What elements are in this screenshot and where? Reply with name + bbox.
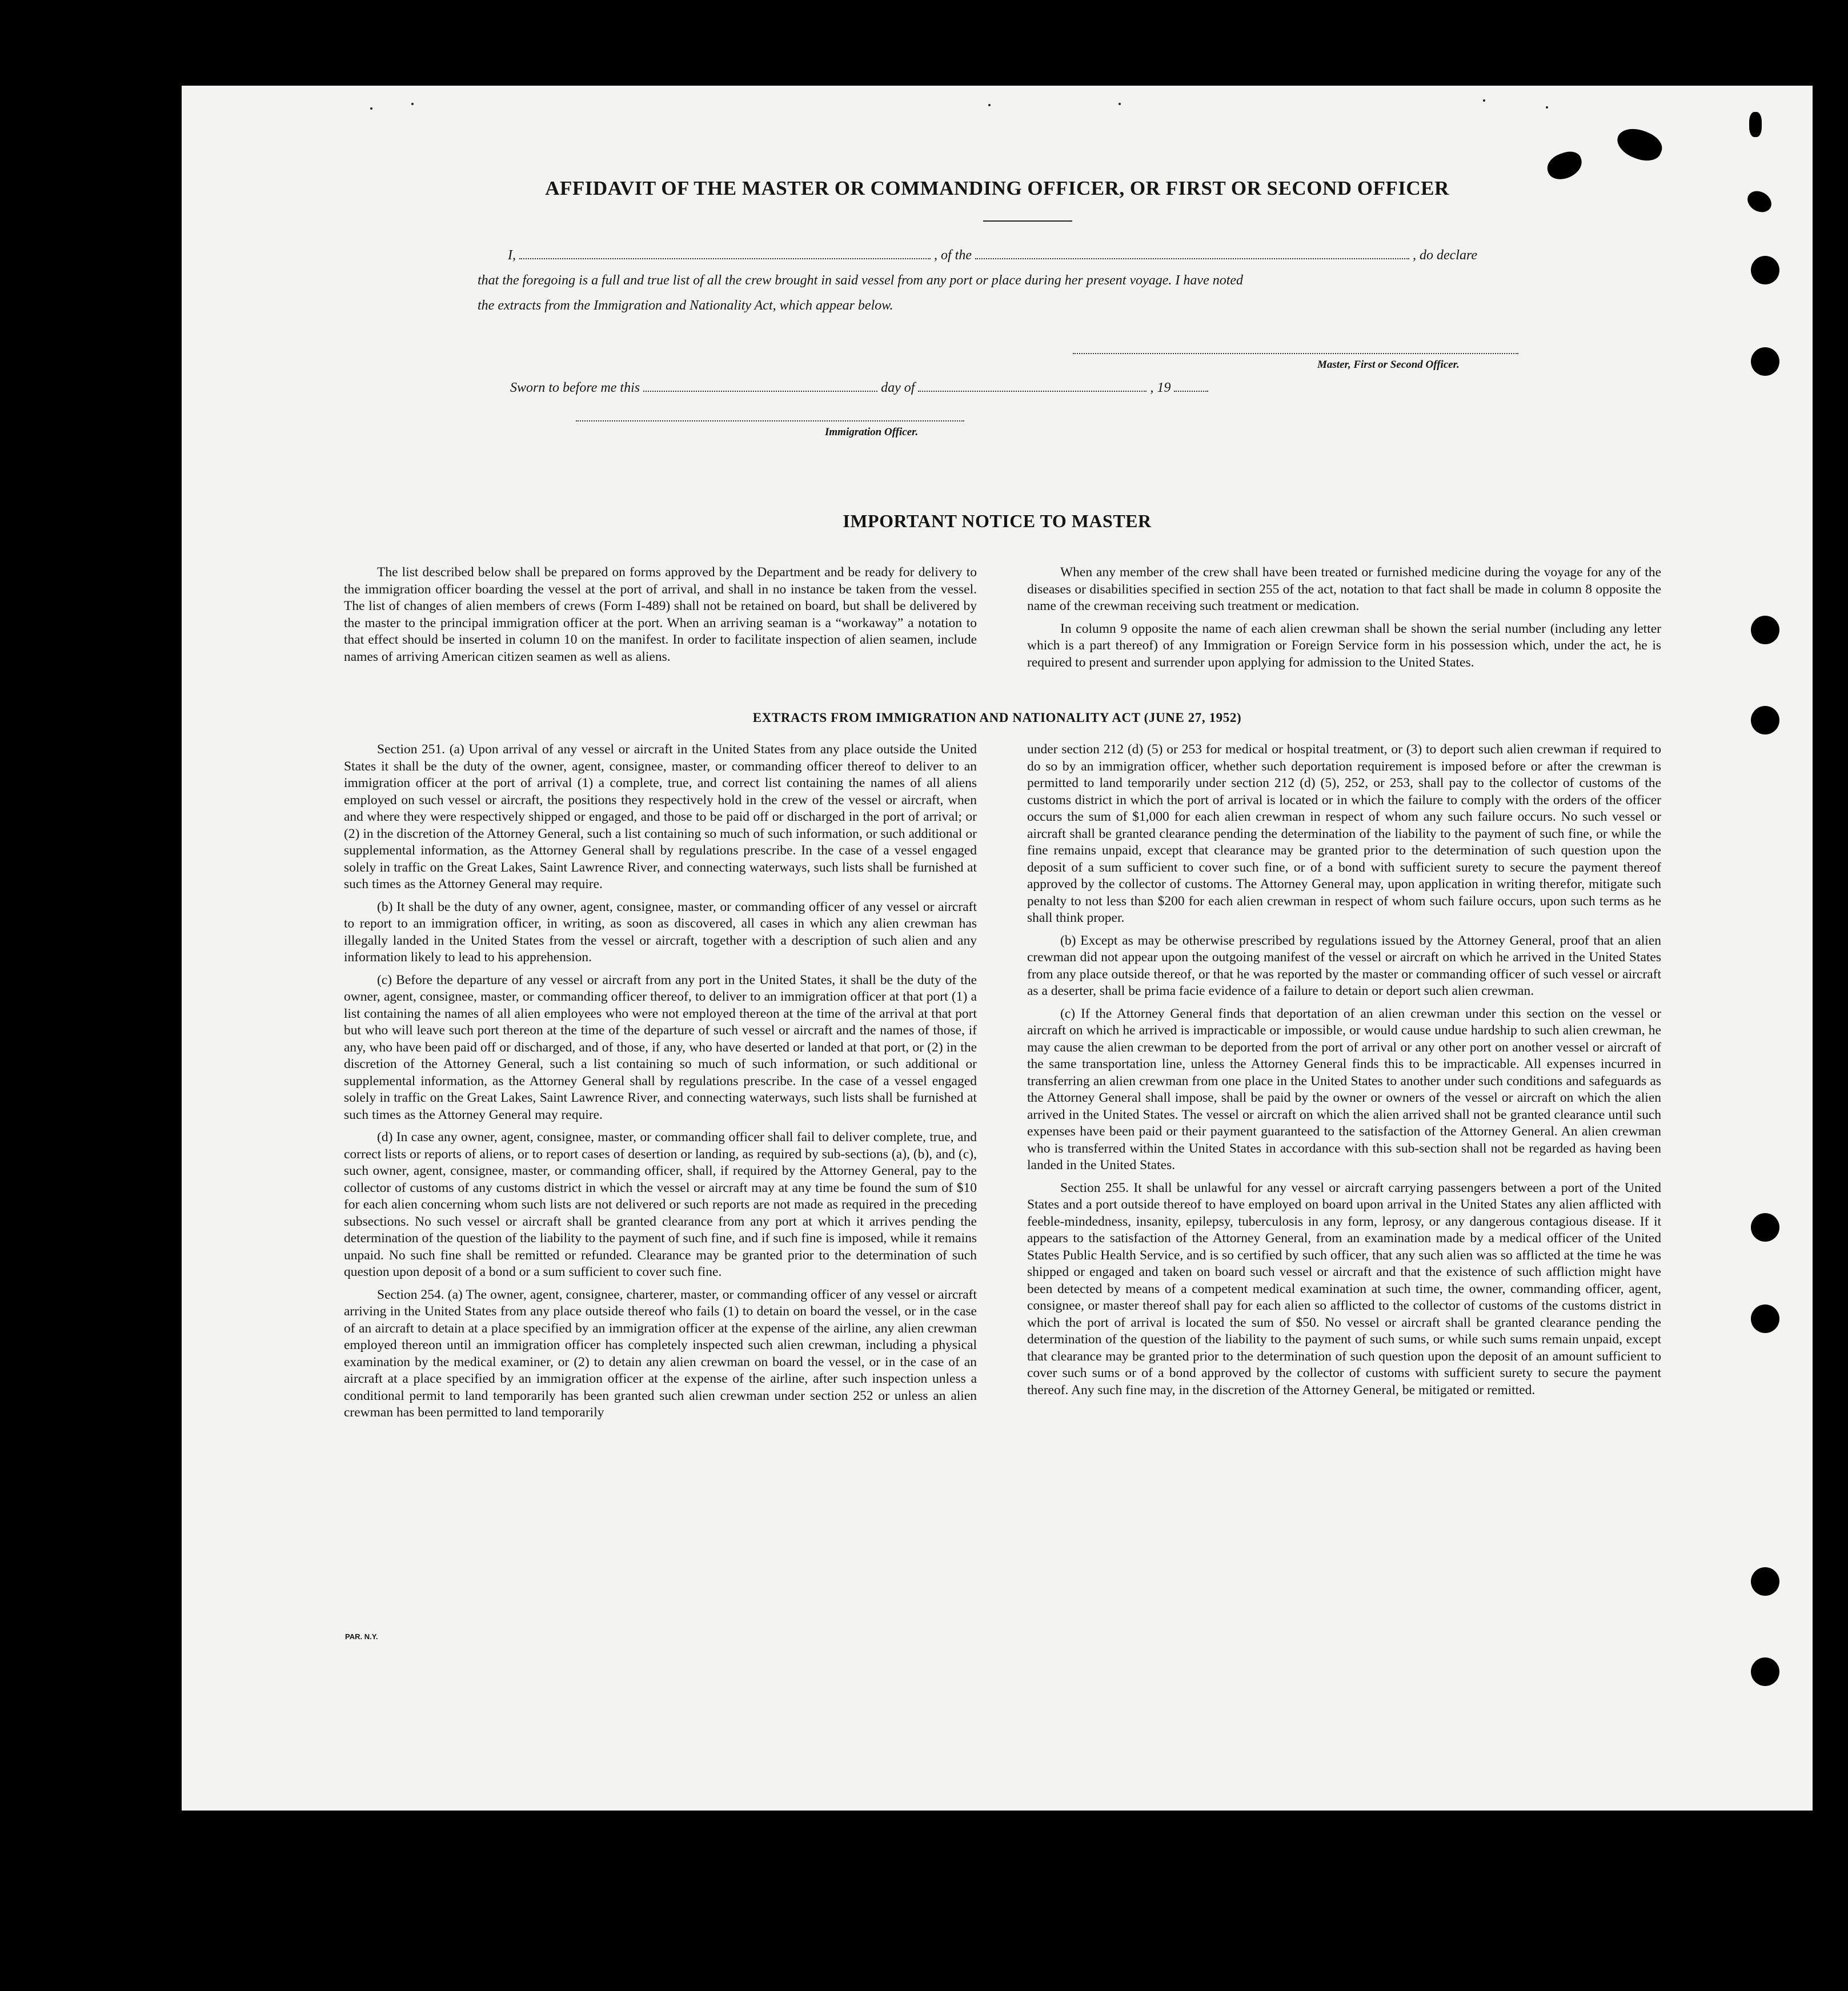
declarant-prefix: I, (508, 248, 516, 263)
sworn-year-field[interactable] (1174, 379, 1208, 392)
section-254-b: (b) Except as may be otherwise prescribed by regulations issued by the Attorney General, proof that an alien crewman did not appear upon the outgoing manifest of the vessel or aircraft on which he arrived in the United States from any place outside thereof, or that he was reported by the master or commanding officer of such vessel or aircraft as a deserter, shall be prima facie evidence of a failure to detain or deport such alien crewman. (1027, 933, 1661, 998)
section-251-b: (b) It shall be the duty of any owner, agent, consignee, master, or commanding officer of any vessel or aircraft to report to an immigration officer, in writing, as soon as discovered, all cases in which any alien crewman has illegally landed in the United States from the vessel or aircraft, together with a description of such alien and any information likely to lead to his apprehension. (344, 899, 977, 965)
statement-line-1: that the foregoing is a full and true list of all the crew brought in said vessel from any port or place during her present voyage. I have noted (478, 273, 1244, 288)
punch-hole (1751, 1657, 1779, 1686)
declarant-suffix: , do declare (1413, 248, 1478, 263)
section-254-a: Section 254. (a) The owner, agent, consignee, charterer, master, or commanding officer of any vessel or aircraft arriving in the United States from any place outside thereof who fails (1) to detain on board the vessel, or in the case of an aircraft to detain at a place specified by an immigration officer at the expense of the airline, any alien crewman employed thereon until an immigration officer has completely inspected such alien crewman, including a physical examination by the medical examiner, or (2) to detain any alien crewman on board the vessel, or in the case of an aircraft at a place specified by an immigration officer at the expense of the airline, after such inspection unless a conditional permit to land temporarily has been granted such alien crewman under section 252 or unless an alien crewman has been permitted to land temporarily (344, 1287, 977, 1420)
notice-right-paragraph-1: When any member of the crew shall have been treated or furnished medicine during the voyage for any of the diseases or disabilities specified in section 255 of the act, notation to that fact shall be made in column 8 opposite the name of the crewman receiving such treatment or medication. (1027, 565, 1661, 613)
notice-left-column (344, 564, 977, 671)
sworn-day-field[interactable] (643, 379, 877, 392)
sworn-prefix: Sworn to before me this (510, 380, 640, 395)
extracts-left-column (344, 741, 977, 1427)
declarant-mid: , of the (934, 248, 972, 263)
section-255: Section 255. It shall be unlawful for any vessel or aircraft carrying passengers between a port of the United States and a port outside thereof to have employed on board upon arrival in the United States any alien afflicted with feeble-mindedness, insanity, epilepsy, tuberculosis in any form, leprosy, or any dangerous contagious disease. If it appears to the satisfaction of the Attorney General, from an examination made by a medical officer of the United States Public Health Service, and is so certified by such officer, that any such alien was so afflicted at the time he was shipped or engaged and taken on board such vessel or aircraft and that the existence of such affliction might have been detected by means of a competent medical examination at such time, the owner, commanding officer, agent, consignee, or master thereof shall pay for each alien so afflicted to the collector of customs of the customs district in which the port of arrival is located the sum of $50. No vessel or aircraft shall be granted clearance pending the determination of the question of the liability to the payment of such sums, or while such sums remain unpaid, except that clearance may be granted prior to the determination of such question upon the deposit of an amount sufficient to cover such sums or of a bond approved by the collector of customs with sufficient surety to secure the payment thereof. Any such fine may, in the discretion of the Attorney General, be mitigated or remitted. (1027, 1180, 1661, 1398)
master-signature-label: Master, First or Second Officer. (1317, 359, 1460, 371)
punch-hole (1751, 706, 1779, 734)
section-251-d: (d) In case any owner, agent, consignee, master, or commanding officer shall fail to deliver complete, true, and correct lists or reports of aliens, or to report cases of desertion or landing, as required by sub-sections (a), (b), and (c), such owner, agent, consignee, master, or commanding officer, shall, if required by the Attorney General, pay to the collector of customs of any customs district in which the vessel or aircraft may at any time be found the sum of $10 for each alien concerning whom such lists are not delivered or such reports are not made as required in the preceding subsections. No such vessel or aircraft shall be granted clearance from any port at which it arrives pending the determination of the question of the liability to the payment of such fine, and if such fine is imposed, while it remains unpaid. No such fine shall be remitted or refunded. Clearance may be granted prior to the determination of such question upon deposit of a bond or a sum sufficient to cover such fine. (344, 1130, 977, 1279)
extracts-right-column (1027, 741, 1661, 1404)
ink-blot (1749, 112, 1762, 137)
section-251-a: Section 251. (a) Upon arrival of any vessel or aircraft in the United States from any place outside the United States it shall be the duty of the owner, agent, consignee, master, or commanding officer thereof to deliver to an immigration officer at the port of arrival (1) a complete, true, and correct list containing the names of all aliens employed on such vessel or aircraft, the positions they respectively hold in the crew of the vessel or aircraft, when and where they were respectively shipped or engaged, and those to be paid off or discharged in the port of arrival; or (2) in the discretion of the Attorney General, such a list containing so much of such information, or such additional or supplemental information, as the Attorney General shall by regulations prescribe. In the case of a vessel engaged solely in traffic on the Great Lakes, Saint Lawrence River, and connecting waterways, such lists shall be furnished at such times as the Attorney General may require. (344, 742, 977, 892)
scan-speck (370, 107, 372, 110)
scan-speck (988, 104, 991, 106)
section-251-c: (c) Before the departure of any vessel or aircraft from any port in the United States, it shall be the duty of the owner, agent, consignee, master, or commanding officer thereof, to deliver to an immigration officer at that port (1) a list containing the names of all alien employees who were not employed thereon at the time of the arrival at that port but who will leave such port thereon at the time of the departure of such vessel or aircraft and the names of those, if any, who have been paid off or discharged, and of those, if any, who have deserted or landed at that port, or (2) in the discretion of the Attorney General, such a list containing so much of such information, or such additional or supplemental information, as the Attorney General shall by regulations prescribe. In the case of a vessel engaged solely in traffic on the Great Lakes, Saint Lawrence River, and connecting waterways, such lists shall be furnished at such times as the Attorney General may require. (344, 972, 977, 1122)
sworn-mid: day of (881, 380, 915, 395)
section-254-c: (c) If the Attorney General finds that deportation of an alien crewman under this section on the vessel or aircraft on which he arrived is impracticable or impossible, or would cause undue hardship to such alien crewman, he may cause the alien crewman to be deported from the port of arrival or any other port on another vessel or aircraft of the same transportation line, unless the Attorney General finds this to be impracticable. All expenses incurred in transferring an alien crewman from one place in the United States to another under such conditions and safeguards as the Attorney General shall impose, shall be paid by the owner or owners of the vessel or aircraft on which the alien arrived in the United States. The vessel or aircraft on which the alien arrived shall not be granted clearance until such expenses have been paid or their payment guaranteed to the satisfaction of the Attorney General. An alien crewman who is transferred within the United States in accordance with this sub-section shall not be regarded as having been landed in the United States. (1027, 1006, 1661, 1173)
notice-title: IMPORTANT NOTICE TO MASTER (843, 511, 1152, 531)
officer-signature-label: Immigration Officer. (825, 426, 919, 438)
declarant-name-field[interactable] (519, 247, 931, 259)
scan-speck (1546, 106, 1548, 109)
punch-hole (1751, 256, 1779, 284)
officer-signature-line[interactable] (576, 420, 964, 422)
title-divider (983, 220, 1072, 222)
sworn-line (510, 379, 1208, 396)
affidavit-title: AFFIDAVIT OF THE MASTER OR COMMANDING OFFICER, OR FIRST OR SECOND OFFICER (545, 177, 1449, 199)
notice-right-column (1027, 564, 1661, 677)
notice-left-paragraph: The list described below shall be prepared on forms approved by the Department and be ready for delivery to the immigration officer boarding the vessel at the port of arrival, and shall in no instance be taken from the vessel. The list of changes of alien members of crews (Form I-489) shall not be retained on board, but shall be delivered by the master to the principal immigration officer at the port. When an arriving seaman is a “workaway” a notation to that effect should be inserted in column 10 on the manifest. In order to facilitate inspection of alien seamen, include names of arriving American citizen seamen as well as aliens. (344, 565, 977, 664)
master-signature-line[interactable] (1073, 353, 1518, 354)
punch-hole (1751, 1213, 1779, 1242)
statement-line-2: the extracts from the Immigration and Nationality Act, which appear below. (478, 298, 893, 313)
notice-right-paragraph-2: In column 9 opposite the name of each alien crewman shall be shown the serial number (including any letter which is a part thereof) of any Immigration or Foreign Service form in his possession which, under the act, he is required to present and surrender upon applying for admission to the United States. (1027, 621, 1661, 670)
punch-hole (1751, 1567, 1779, 1596)
scan-speck (411, 103, 414, 105)
scan-speck (1483, 99, 1485, 102)
vessel-name-field[interactable] (975, 247, 1409, 259)
sworn-month-field[interactable] (918, 379, 1147, 392)
section-254-a-continued: under section 212 (d) (5) or 253 for medical or hospital treatment, or (3) to deport such alien crewman if required to do so by an immigration officer, whether such deportation requirement is imposed before or after the crewman is permitted to land temporarily under section 212 (d) (5), 252, or 253, shall pay to the collector of customs of the customs district in which the port of arrival is located or in which the failure to comply with the orders of the officer occurs the sum of $1,000 for each alien crewman in respect of whom any such failure occurs. No such vessel or aircraft shall be granted clearance pending the determination of the liability to the payment of such fine, or while the fine remains unpaid, except that clearance may be granted prior to the determination of such question upon the deposit of a sum sufficient to cover such fine, or of a bond with sufficient surety to secure the payment thereof approved by the collector of customs. The Attorney General may, upon application in writing therefor, mitigate such penalty to not less than $200 for each alien crewman in respect of whom such failure occurs, upon such terms as he shall think proper. (1027, 742, 1661, 925)
sworn-year-prefix: , 19 (1150, 380, 1171, 395)
declaration-line (508, 247, 1477, 263)
scan-speck (1119, 103, 1121, 105)
extracts-title: EXTRACTS FROM IMMIGRATION AND NATIONALITY ACT (JUNE 27, 1952) (752, 711, 1242, 725)
punch-hole (1751, 616, 1779, 644)
printer-mark: PAR. N.Y. (345, 1632, 378, 1641)
document-page (182, 86, 1813, 1811)
punch-hole (1751, 1304, 1779, 1333)
punch-hole (1751, 347, 1779, 376)
